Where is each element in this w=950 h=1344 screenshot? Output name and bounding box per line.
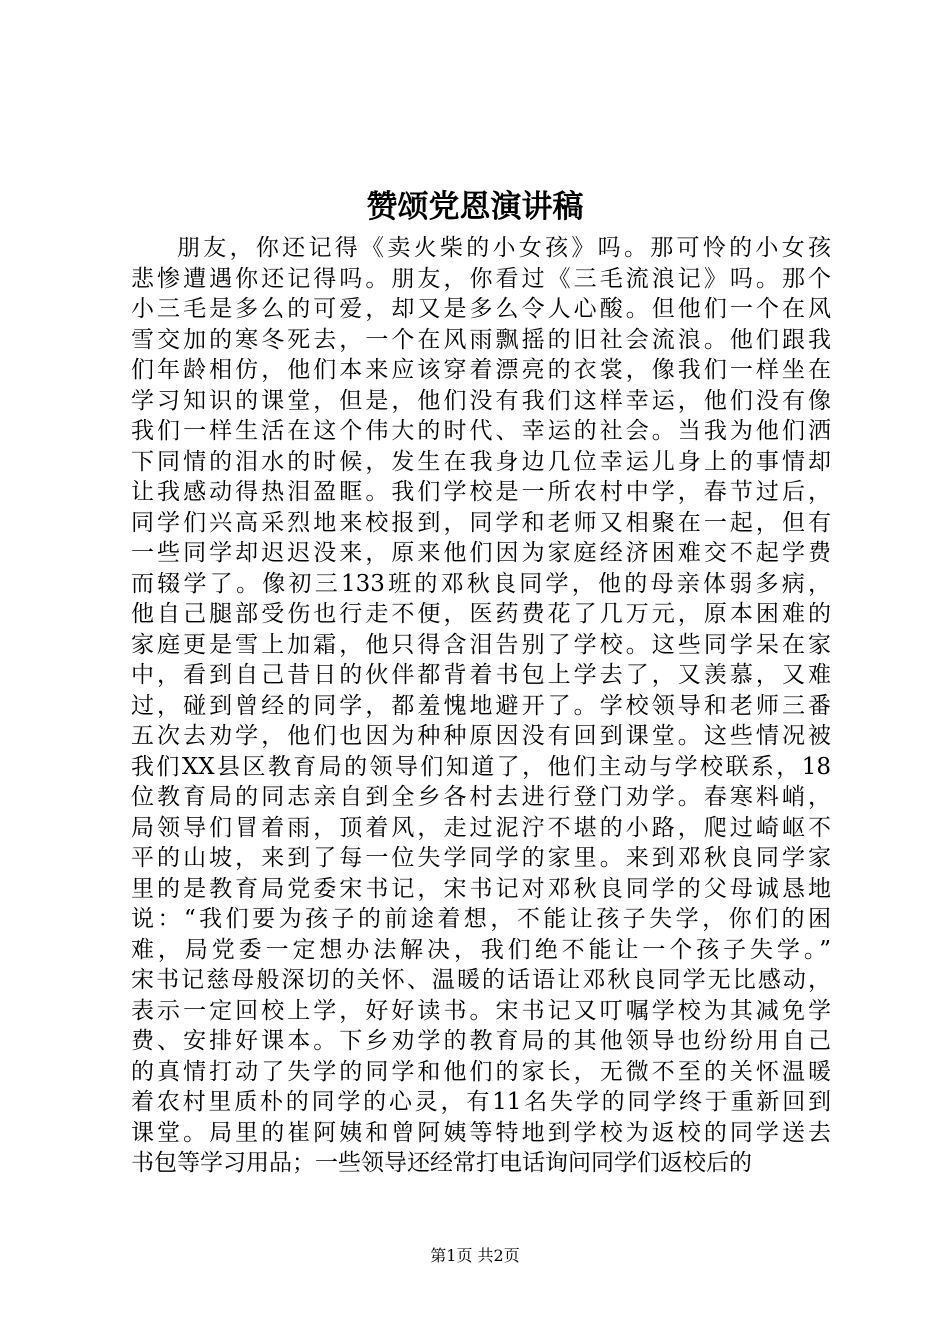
body-line: 的真情打动了失学的同学和他们的家长，无微不至的关怀温暖 <box>131 1058 831 1085</box>
body-line: 我们一样生活在这个伟大的时代、幸运的社会。当我为他们洒 <box>131 418 831 444</box>
body-line: 悲惨遭遇你还记得吗。朋友，你看过《三毛流浪记》吗。那个 <box>131 265 831 292</box>
body-line: 雪交加的寒冬死去，一个在风雨飘摇的旧社会流浪。他们跟我 <box>131 326 831 353</box>
body-line: 课堂。局里的崔阿姨和曾阿姨等特地到学校为返校的同学送去 <box>131 1119 831 1146</box>
body-line: 局领导们冒着雨，顶着风，走过泥泞不堪的小路，爬过崎岖不 <box>131 814 831 841</box>
body-line: 平的山坡，来到了每一位失学同学的家里。来到邓秋良同学家 <box>131 845 831 871</box>
body-line: 难，局党委一定想办法解决，我们绝不能让一个孩子失学。” <box>131 936 831 963</box>
body-line: 学习知识的课堂，但是，他们没有我们这样幸运，他们没有像 <box>131 387 831 414</box>
body-line: 说：“我们要为孩子的前途着想，不能让孩子失学，你们的困 <box>131 906 831 932</box>
body-line: 里的是教育局党委宋书记，宋书记对邓秋良同学的父母诚恳地 <box>131 875 831 902</box>
body-line: 着农村里质朴的同学的心灵，有11名失学的同学终于重新回到 <box>131 1089 831 1115</box>
body-line: 家庭更是雪上加霜，他只得含泪告别了学校。这些同学呆在家 <box>131 631 831 658</box>
document-body <box>131 233 831 1179</box>
body-line: 位教育局的同志亲自到全乡各村去进行登门劝学。春寒料峭， <box>131 784 831 810</box>
body-line: 书包等学习用品；一些领导还经常打电话询问同学们返校后的 <box>131 1150 752 1176</box>
body-line: 中，看到自己昔日的伙伴都背着书包上学去了，又羡慕，又难 <box>131 662 831 688</box>
body-line: 表示一定回校上学，好好读书。宋书记又叮嘱学校为其减免学 <box>131 997 831 1024</box>
body-line: 一些同学却迟迟没来，原来他们因为家庭经济困难交不起学费 <box>131 540 831 566</box>
document-title: 赞颂党恩演讲稿 <box>366 189 584 225</box>
page-footer: 第1页 共2页 <box>430 1246 520 1265</box>
body-line: 他自己腿部受伤也行走不便，医药费花了几万元，原本困难的 <box>131 601 831 627</box>
body-line: 下同情的泪水的时候，发生在我身边几位幸运儿身上的事情却 <box>131 448 831 475</box>
body-line: 朋友，你还记得《卖火柴的小女孩》吗。那可怜的小女孩 <box>177 235 831 261</box>
body-line: 宋书记慈母般深切的关怀、温暖的话语让邓秋良同学无比感动， <box>131 967 831 993</box>
body-line: 让我感动得热泪盈眶。我们学校是一所农村中学，春节过后， <box>131 479 831 505</box>
body-line: 而辍学了。像初三133班的邓秋良同学，他的母亲体弱多病， <box>131 570 831 597</box>
body-line: 小三毛是多么的可爱，却又是多么令人心酸。但他们一个在风 <box>131 296 831 322</box>
body-line: 费、安排好课本。下乡劝学的教育局的其他领导也纷纷用自己 <box>131 1028 831 1054</box>
body-line: 我们XX县区教育局的领导们知道了，他们主动与学校联系，18 <box>131 753 831 780</box>
body-line: 五次去劝学，他们也因为种种原因没有回到课堂。这些情况被 <box>131 723 831 749</box>
body-line: 过，碰到曾经的同学，都羞愧地避开了。学校领导和老师三番 <box>131 692 831 719</box>
body-line: 同学们兴高采烈地来校报到，同学和老师又相聚在一起，但有 <box>131 509 831 536</box>
body-line: 们年龄相仿，他们本来应该穿着漂亮的衣裳，像我们一样坐在 <box>131 357 831 383</box>
